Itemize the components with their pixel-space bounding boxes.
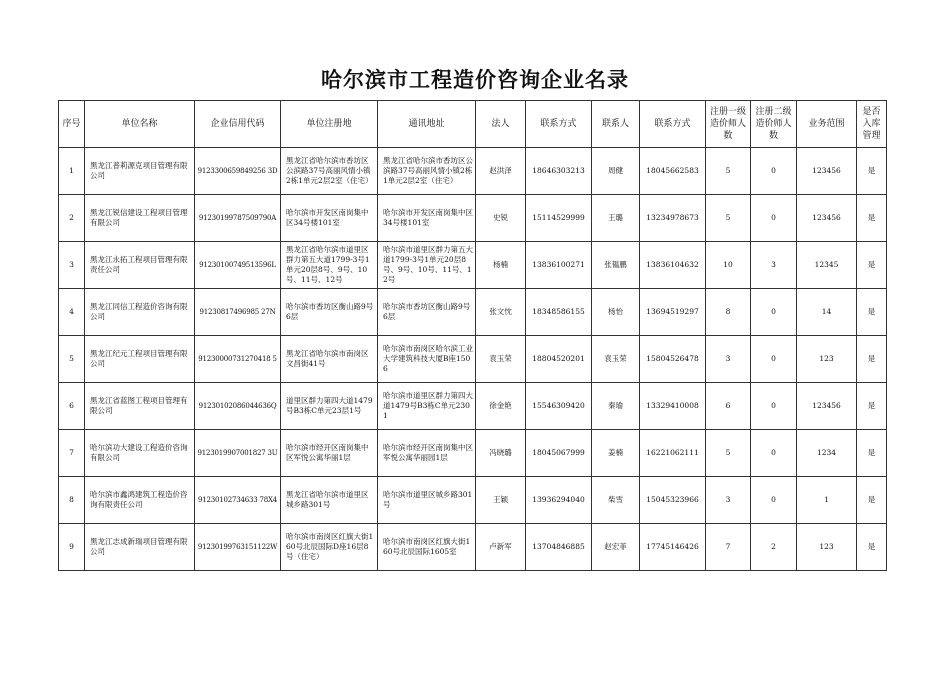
cell-mailing-address: 哈尔滨市经开区南岗集中区军悦公寓华丽园1层 <box>378 430 476 477</box>
cell-business-scope: 123456 <box>797 148 857 195</box>
cell-mailing-address: 哈尔滨市香坊区衡山路9号6层 <box>378 289 476 336</box>
cell-registered-address: 哈尔滨市开发区南岗集中区34号楼101室 <box>281 195 378 242</box>
cell-in-library: 是 <box>857 242 887 289</box>
cell-index: 2 <box>59 195 85 242</box>
cell-index: 9 <box>59 524 85 571</box>
cell-contact-person: 王璐 <box>592 195 640 242</box>
cell-level2-count: 0 <box>751 195 797 242</box>
cell-index: 6 <box>59 383 85 430</box>
cell-level2-count: 0 <box>751 336 797 383</box>
col-header-contact-person: 联系人 <box>592 101 640 148</box>
cell-legal-phone: 13704846885 <box>526 524 592 571</box>
cell-company-name: 黑龙江志成新瑞项目管理有限公司 <box>85 524 195 571</box>
cell-legal-person: 杨楠 <box>476 242 526 289</box>
cell-registered-address: 道里区群力第四大道1479号B3栋C单元23层1号 <box>281 383 378 430</box>
cell-legal-phone: 13936294040 <box>526 477 592 524</box>
cell-credit-code: 9123019907001827 3U <box>195 430 281 477</box>
cell-legal-phone: 18646303213 <box>526 148 592 195</box>
cell-credit-code: 91230199787509790A <box>195 195 281 242</box>
cell-legal-phone: 18804520201 <box>526 336 592 383</box>
cell-credit-code: 91230102734633 78X4 <box>195 477 281 524</box>
cell-contact-person: 周健 <box>592 148 640 195</box>
cell-business-scope: 123 <box>797 524 857 571</box>
cell-company-name: 黑龙江纪元工程项目管理有限公司 <box>85 336 195 383</box>
cell-legal-person: 张文忱 <box>476 289 526 336</box>
cell-contact-phone: 13694519297 <box>640 289 706 336</box>
cell-in-library: 是 <box>857 524 887 571</box>
cell-business-scope: 123456 <box>797 383 857 430</box>
cell-legal-phone: 15114529999 <box>526 195 592 242</box>
cell-index: 1 <box>59 148 85 195</box>
cell-company-name: 黑龙江省蓝图工程项目管理有限公司 <box>85 383 195 430</box>
col-header-mailing-address: 通讯地址 <box>378 101 476 148</box>
cell-mailing-address: 哈尔滨市道里区群力第四大道1479号B3栋C单元2301 <box>378 383 476 430</box>
cell-mailing-address: 哈尔滨市开发区南岗集中区34号楼101室 <box>378 195 476 242</box>
cell-legal-person: 卢新军 <box>476 524 526 571</box>
cell-legal-phone: 15546309420 <box>526 383 592 430</box>
cell-level2-count: 2 <box>751 524 797 571</box>
cell-credit-code: 91230199763151122W <box>195 524 281 571</box>
enterprise-table <box>58 100 887 571</box>
cell-index: 3 <box>59 242 85 289</box>
cell-legal-person: 冯晓璐 <box>476 430 526 477</box>
table-row <box>59 383 887 430</box>
cell-in-library: 是 <box>857 336 887 383</box>
cell-business-scope: 1 <box>797 477 857 524</box>
cell-index: 7 <box>59 430 85 477</box>
cell-credit-code: 91230100749513596L <box>195 242 281 289</box>
cell-legal-phone: 13836100271 <box>526 242 592 289</box>
cell-mailing-address: 哈尔滨市道里区群力第五大道1799-3号1单元20层8号、9号、10号、11号、12号 <box>378 242 476 289</box>
page-title: 哈尔滨市工程造价咨询企业名录 <box>321 68 629 92</box>
cell-level2-count: 0 <box>751 289 797 336</box>
cell-company-name: 黑龙江锐信建设工程项目管理有限公司 <box>85 195 195 242</box>
col-header-level1-count: 注册一级造价师人数 <box>706 101 751 148</box>
cell-mailing-address: 哈尔滨市南岗区红旗大街160号北辰国际1605室 <box>378 524 476 571</box>
col-header-contact-phone: 联系方式 <box>640 101 706 148</box>
col-header-in-library: 是否入库管理 <box>857 101 887 148</box>
table-body <box>59 148 887 571</box>
cell-level1-count: 6 <box>706 383 751 430</box>
cell-legal-person: 袁玉荣 <box>476 336 526 383</box>
table-row <box>59 289 887 336</box>
table-row <box>59 242 887 289</box>
cell-mailing-address: 哈尔滨市道里区城乡路301号 <box>378 477 476 524</box>
cell-mailing-address: 哈尔滨市南岗区哈尔滨工业大学建筑科技大厦B座1506 <box>378 336 476 383</box>
cell-in-library: 是 <box>857 148 887 195</box>
cell-level1-count: 5 <box>706 148 751 195</box>
cell-business-scope: 12345 <box>797 242 857 289</box>
cell-contact-phone: 15045323966 <box>640 477 706 524</box>
cell-contact-person: 袁玉荣 <box>592 336 640 383</box>
cell-registered-address: 黑龙江省哈尔滨市香坊区公滨路37号高丽风情小镇2栋1单元2层2室（住宅） <box>281 148 378 195</box>
cell-legal-person: 王颖 <box>476 477 526 524</box>
cell-credit-code: 91230817496985 27N <box>195 289 281 336</box>
cell-level2-count: 3 <box>751 242 797 289</box>
cell-credit-code: 91230000731270418 5 <box>195 336 281 383</box>
cell-company-name: 哈尔滨市鑫鸿建筑工程造价咨询有限责任公司 <box>85 477 195 524</box>
cell-credit-code: 9123300659849256 3D <box>195 148 281 195</box>
cell-level1-count: 5 <box>706 430 751 477</box>
cell-registered-address: 哈尔滨市经开区南岗集中区军悦公寓华丽1层 <box>281 430 378 477</box>
cell-contact-phone: 13234978673 <box>640 195 706 242</box>
cell-credit-code: 91230102086044636Q <box>195 383 281 430</box>
table-row <box>59 430 887 477</box>
cell-level1-count: 8 <box>706 289 751 336</box>
cell-company-name: 黑龙江普莉源克项目管理有限公司 <box>85 148 195 195</box>
cell-legal-person: 赵洪泽 <box>476 148 526 195</box>
cell-contact-phone: 16221062111 <box>640 430 706 477</box>
cell-registered-address: 哈尔滨市南岗区红旗大街160号北辰国际D座16层8号（住宅） <box>281 524 378 571</box>
cell-contact-phone: 17745146426 <box>640 524 706 571</box>
table-header-row <box>59 101 887 148</box>
cell-contact-phone: 13329410008 <box>640 383 706 430</box>
cell-level2-count: 0 <box>751 148 797 195</box>
cell-index: 4 <box>59 289 85 336</box>
cell-level1-count: 5 <box>706 195 751 242</box>
col-header-index: 序号 <box>59 101 85 148</box>
col-header-company-name: 单位名称 <box>85 101 195 148</box>
cell-index: 5 <box>59 336 85 383</box>
cell-registered-address: 黑龙江省哈尔滨市道里区城乡路301号 <box>281 477 378 524</box>
col-header-legal-person: 法人 <box>476 101 526 148</box>
col-header-level2-count: 注册二级造价师人数 <box>751 101 797 148</box>
cell-legal-person: 史锐 <box>476 195 526 242</box>
cell-business-scope: 123 <box>797 336 857 383</box>
cell-mailing-address: 黑龙江省哈尔滨市香坊区公滨路37号高丽风情小镇2栋1单元2层2室（住宅） <box>378 148 476 195</box>
cell-contact-person: 杨怡 <box>592 289 640 336</box>
cell-level1-count: 3 <box>706 477 751 524</box>
cell-in-library: 是 <box>857 195 887 242</box>
table-row <box>59 524 887 571</box>
cell-level1-count: 3 <box>706 336 751 383</box>
cell-contact-person: 赵宏菲 <box>592 524 640 571</box>
cell-in-library: 是 <box>857 289 887 336</box>
cell-company-name: 黑龙江永拓工程项目管理有限责任公司 <box>85 242 195 289</box>
cell-company-name: 黑龙江同信工程造价咨询有限公司 <box>85 289 195 336</box>
col-header-legal-phone: 联系方式 <box>526 101 592 148</box>
cell-legal-phone: 18045067999 <box>526 430 592 477</box>
table-row <box>59 195 887 242</box>
cell-contact-phone: 18045662583 <box>640 148 706 195</box>
cell-index: 8 <box>59 477 85 524</box>
cell-legal-person: 徐金艳 <box>476 383 526 430</box>
cell-contact-phone: 15804526478 <box>640 336 706 383</box>
col-header-business-scope: 业务范围 <box>797 101 857 148</box>
table-row <box>59 477 887 524</box>
cell-contact-person: 张韫鹏 <box>592 242 640 289</box>
cell-level2-count: 0 <box>751 477 797 524</box>
cell-business-scope: 123456 <box>797 195 857 242</box>
cell-company-name: 哈尔滨功大建设工程造价咨询有限公司 <box>85 430 195 477</box>
cell-legal-phone: 18348586155 <box>526 289 592 336</box>
table-row <box>59 336 887 383</box>
cell-level2-count: 0 <box>751 383 797 430</box>
cell-contact-phone: 13836104632 <box>640 242 706 289</box>
cell-level1-count: 7 <box>706 524 751 571</box>
cell-contact-person: 柴雪 <box>592 477 640 524</box>
cell-in-library: 是 <box>857 477 887 524</box>
cell-registered-address: 哈尔滨市香坊区衡山路9号6层 <box>281 289 378 336</box>
cell-level2-count: 0 <box>751 430 797 477</box>
cell-in-library: 是 <box>857 383 887 430</box>
cell-registered-address: 黑龙江省哈尔滨市南岗区文昌街41号 <box>281 336 378 383</box>
cell-in-library: 是 <box>857 430 887 477</box>
col-header-credit-code: 企业信用代码 <box>195 101 281 148</box>
col-header-registered-address: 单位注册地 <box>281 101 378 148</box>
cell-contact-person: 姜楠 <box>592 430 640 477</box>
cell-registered-address: 黑龙江省哈尔滨市道里区群力第五大道1799-3号1单元20层8号、9号、10号、11号、12号 <box>281 242 378 289</box>
cell-level1-count: 10 <box>706 242 751 289</box>
cell-business-scope: 1234 <box>797 430 857 477</box>
cell-business-scope: 14 <box>797 289 857 336</box>
cell-contact-person: 秦瑜 <box>592 383 640 430</box>
table-row <box>59 148 887 195</box>
